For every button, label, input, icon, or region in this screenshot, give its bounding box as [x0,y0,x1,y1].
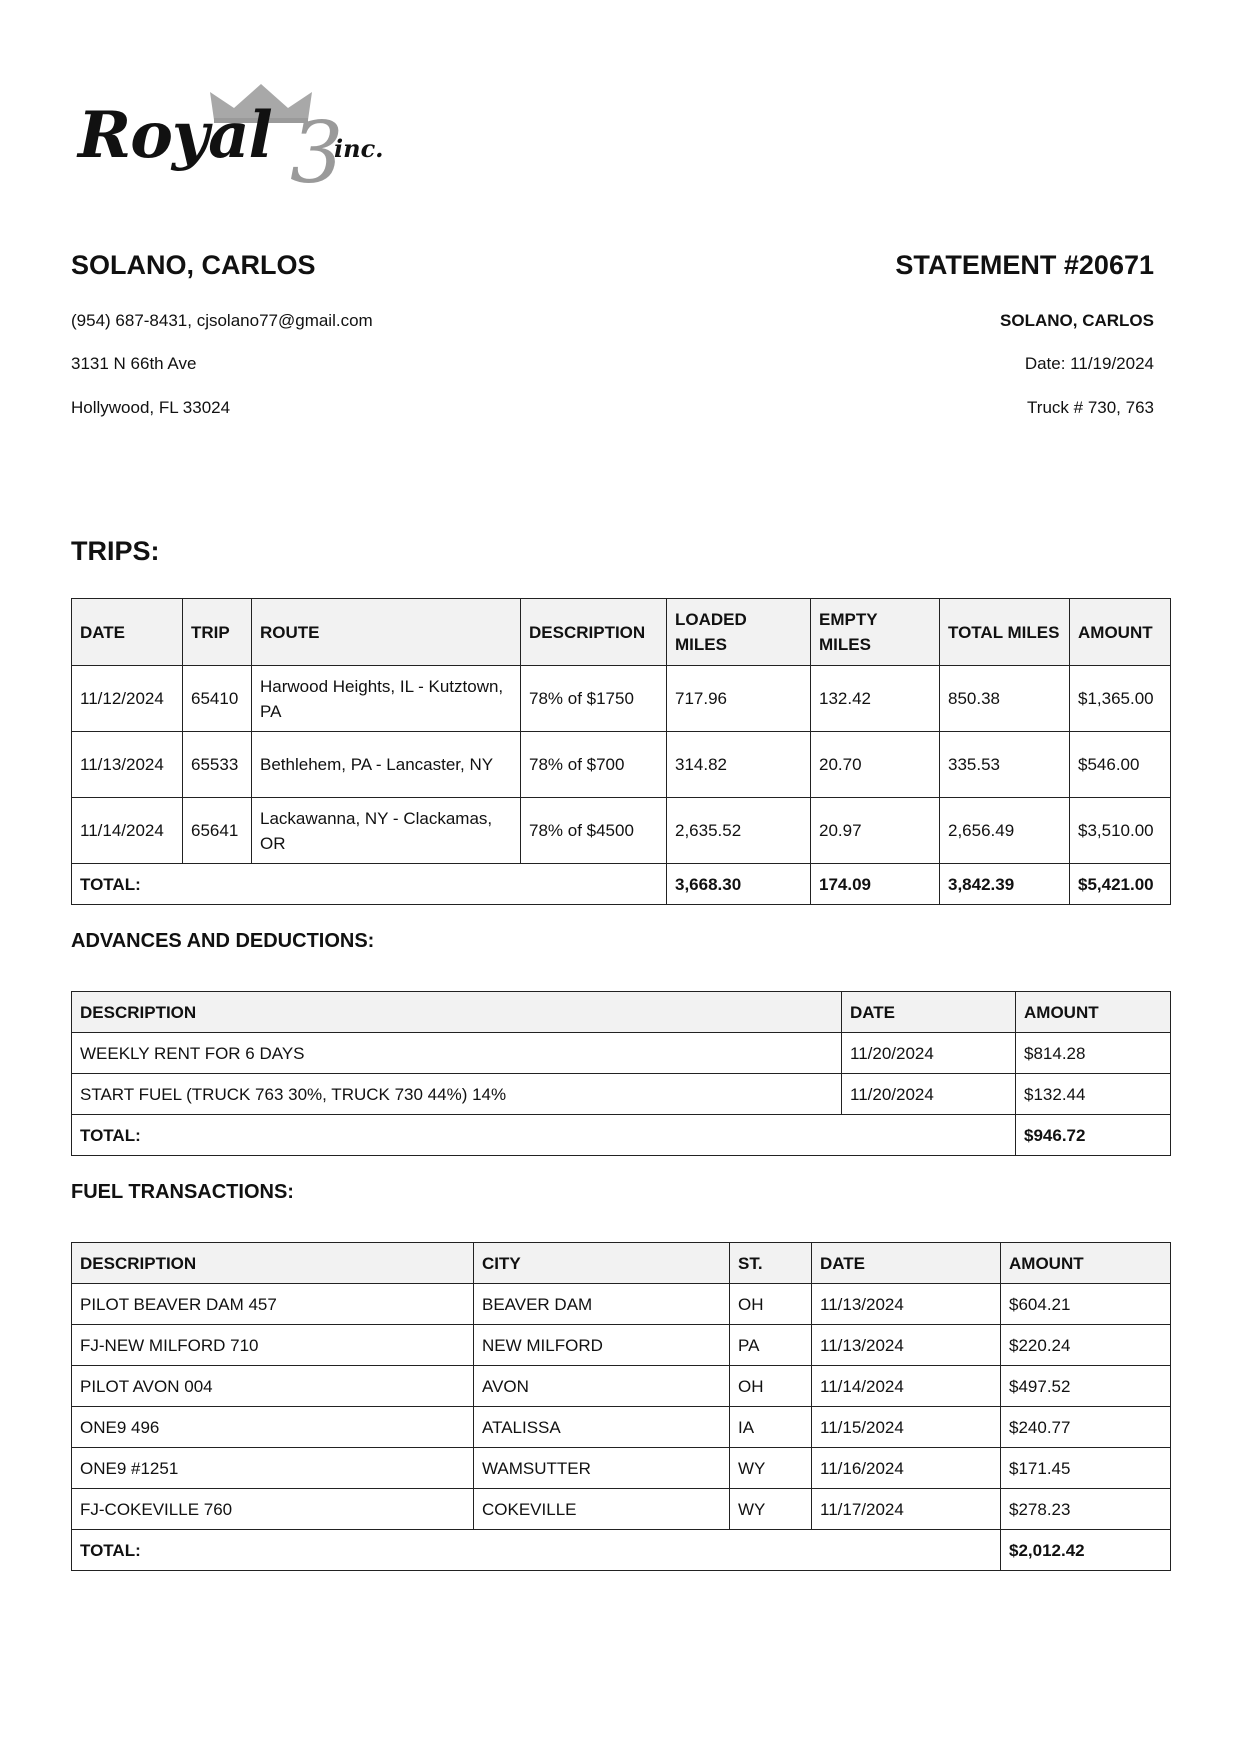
trip-amount: $1,365.00 [1070,666,1171,732]
trip-amount: $3,510.00 [1070,798,1171,864]
statement-truck: Truck # 730, 763 [1027,398,1154,417]
column-header: DESCRIPTION [72,992,842,1033]
fuel-table [71,1242,1171,1571]
column-header: ST. [730,1243,812,1284]
trips-header-row [72,599,1171,666]
total-loaded-miles: 3,668.30 [667,864,811,905]
fuel-description: FJ-NEW MILFORD 710 [72,1325,474,1366]
fuel-description: PILOT AVON 004 [72,1366,474,1407]
total-label: TOTAL: [72,1115,1016,1156]
fuel-amount: $171.45 [1001,1448,1171,1489]
advances-header-row [72,992,1171,1033]
fuel-date: 11/13/2024 [812,1325,1001,1366]
total-amount: $5,421.00 [1070,864,1171,905]
trip-total-miles: 335.53 [940,732,1070,798]
column-header: LOADED MILES [667,599,811,666]
trip-empty-miles: 20.97 [811,798,940,864]
trip-amount: $546.00 [1070,732,1171,798]
total-empty-miles: 174.09 [811,864,940,905]
total-total-miles: 3,842.39 [940,864,1070,905]
table-row [72,798,1171,864]
trip-empty-miles: 20.70 [811,732,940,798]
trip-date: 11/14/2024 [72,798,183,864]
logo-suffix: inc. [334,134,384,163]
total-amount: $2,012.42 [1001,1530,1171,1571]
fuel-description: FJ-COKEVILLE 760 [72,1489,474,1530]
trip-route: Lackawanna, NY - Clackamas, OR [252,798,521,864]
fuel-state: PA [730,1325,812,1366]
fuel-header-row [72,1243,1171,1284]
advance-date: 11/20/2024 [842,1033,1016,1074]
trip-number: 65641 [183,798,252,864]
total-label: TOTAL: [72,864,667,905]
trip-description: 78% of $4500 [521,798,667,864]
fuel-description: ONE9 #1251 [72,1448,474,1489]
driver-address-line1: 3131 N 66th Ave [71,354,197,373]
trip-number: 65533 [183,732,252,798]
advances-total-row [72,1115,1171,1156]
column-header: DESCRIPTION [72,1243,474,1284]
table-row [72,1366,1171,1407]
column-header: AMOUNT [1070,599,1171,666]
advance-date: 11/20/2024 [842,1074,1016,1115]
column-header: DATE [812,1243,1001,1284]
fuel-title: FUEL TRANSACTIONS: [71,1181,294,1203]
table-row [72,1489,1171,1530]
fuel-city: ATALISSA [474,1407,730,1448]
total-amount: $946.72 [1016,1115,1171,1156]
advances-title: ADVANCES AND DEDUCTIONS: [71,930,375,952]
advance-description: START FUEL (TRUCK 763 30%, TRUCK 730 44%) 14% [72,1074,842,1115]
fuel-city: AVON [474,1366,730,1407]
column-header: EMPTY MILES [811,599,940,666]
fuel-date: 11/17/2024 [812,1489,1001,1530]
trip-route: Harwood Heights, IL - Kutztown, PA [252,666,521,732]
advance-description: WEEKLY RENT FOR 6 DAYS [72,1033,842,1074]
trip-description: 78% of $1750 [521,666,667,732]
table-row [72,666,1171,732]
table-row [72,1284,1171,1325]
trip-date: 11/13/2024 [72,732,183,798]
statement-title: STATEMENT #20671 [895,250,1154,280]
total-label: TOTAL: [72,1530,1001,1571]
trip-number: 65410 [183,666,252,732]
fuel-state: IA [730,1407,812,1448]
fuel-amount: $604.21 [1001,1284,1171,1325]
column-header: ROUTE [252,599,521,666]
driver-contact: (954) 687-8431, cjsolano77@gmail.com [71,311,373,330]
fuel-amount: $497.52 [1001,1366,1171,1407]
fuel-amount: $278.23 [1001,1489,1171,1530]
column-header: DESCRIPTION [521,599,667,666]
column-header: AMOUNT [1016,992,1171,1033]
table-row [72,1325,1171,1366]
fuel-amount: $220.24 [1001,1325,1171,1366]
company-logo [78,80,384,202]
table-row [72,1407,1171,1448]
fuel-city: BEAVER DAM [474,1284,730,1325]
trip-total-miles: 850.38 [940,666,1070,732]
fuel-total-row [72,1530,1171,1571]
trips-total-row [72,864,1171,905]
advance-amount: $814.28 [1016,1033,1171,1074]
fuel-state: OH [730,1366,812,1407]
driver-name: SOLANO, CARLOS [71,250,316,280]
trip-description: 78% of $700 [521,732,667,798]
trip-empty-miles: 132.42 [811,666,940,732]
advance-amount: $132.44 [1016,1074,1171,1115]
trip-route: Bethlehem, PA - Lancaster, NY [252,732,521,798]
column-header: TRIP [183,599,252,666]
fuel-description: ONE9 496 [72,1407,474,1448]
column-header: TOTAL MILES [940,599,1070,666]
trip-date: 11/12/2024 [72,666,183,732]
fuel-date: 11/15/2024 [812,1407,1001,1448]
trip-total-miles: 2,656.49 [940,798,1070,864]
column-header: CITY [474,1243,730,1284]
fuel-state: OH [730,1284,812,1325]
fuel-description: PILOT BEAVER DAM 457 [72,1284,474,1325]
trips-table [71,598,1171,905]
trip-loaded-miles: 314.82 [667,732,811,798]
fuel-date: 11/13/2024 [812,1284,1001,1325]
column-header: DATE [72,599,183,666]
fuel-city: COKEVILLE [474,1489,730,1530]
statement-date: Date: 11/19/2024 [1024,354,1154,373]
table-row [72,1448,1171,1489]
trip-loaded-miles: 2,635.52 [667,798,811,864]
trips-title: TRIPS: [71,536,160,566]
trip-loaded-miles: 717.96 [667,666,811,732]
fuel-amount: $240.77 [1001,1407,1171,1448]
advances-table [71,991,1171,1156]
fuel-date: 11/16/2024 [812,1448,1001,1489]
table-row [72,1074,1171,1115]
table-row [72,1033,1171,1074]
logo-wordmark: Royal [78,98,272,173]
statement-name: SOLANO, CARLOS [1000,311,1154,330]
logo-number: 3 [290,104,344,202]
table-row [72,732,1171,798]
column-header: DATE [842,992,1016,1033]
fuel-date: 11/14/2024 [812,1366,1001,1407]
fuel-city: WAMSUTTER [474,1448,730,1489]
driver-address-line2: Hollywood, FL 33024 [71,398,231,417]
fuel-state: WY [730,1489,812,1530]
fuel-state: WY [730,1448,812,1489]
column-header: AMOUNT [1001,1243,1171,1284]
fuel-city: NEW MILFORD [474,1325,730,1366]
